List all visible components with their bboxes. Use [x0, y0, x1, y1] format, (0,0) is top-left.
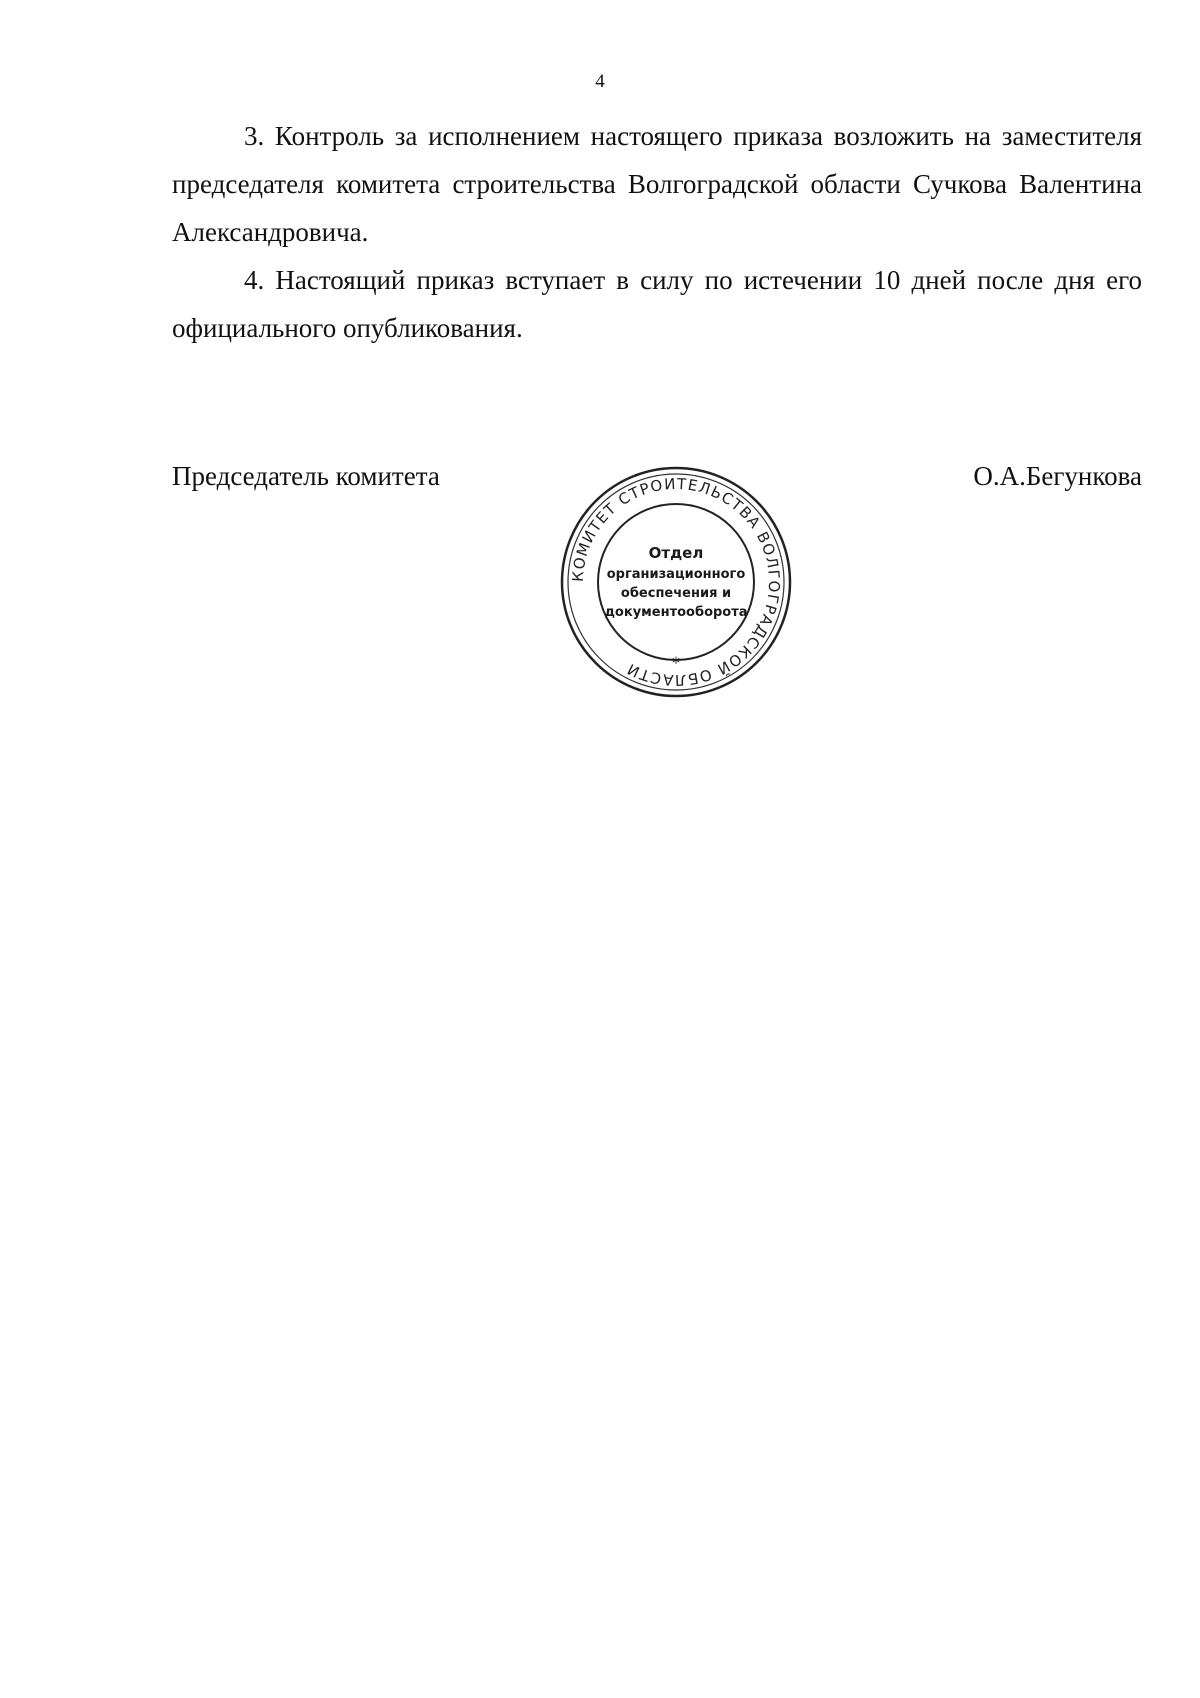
paragraph-effective-date: 4. Настоящий приказ вступает в силу по истечении 10 дней после дня его официального опубликования.: [172, 265, 1142, 343]
official-stamp-icon: [556, 462, 796, 702]
order-body: [172, 112, 1142, 352]
paragraph-control: 3. Контроль за исполнением настоящего приказа возложить на заместителя председателя комитета строительства Волгоградской области Сучкова Валентина Александровича.: [172, 121, 1142, 247]
signer-name: О.А.Бегункова: [973, 461, 1142, 491]
stamp-ring-text: КОМИТЕТ СТРОИТЕЛЬСТВА ВОЛГОГРАДСКОЙ ОБЛАСТИ: [568, 474, 784, 690]
stamp-center-line: документооборота: [604, 605, 748, 620]
signer-title: Председатель комитета: [172, 461, 440, 491]
stamp-center-line: Отдел: [648, 544, 704, 562]
page-number: 4: [595, 71, 605, 92]
stamp-center-line: обеспечения и: [620, 586, 732, 601]
stamp-center-line: организационного: [606, 567, 746, 582]
stamp-star: *: [672, 653, 680, 672]
